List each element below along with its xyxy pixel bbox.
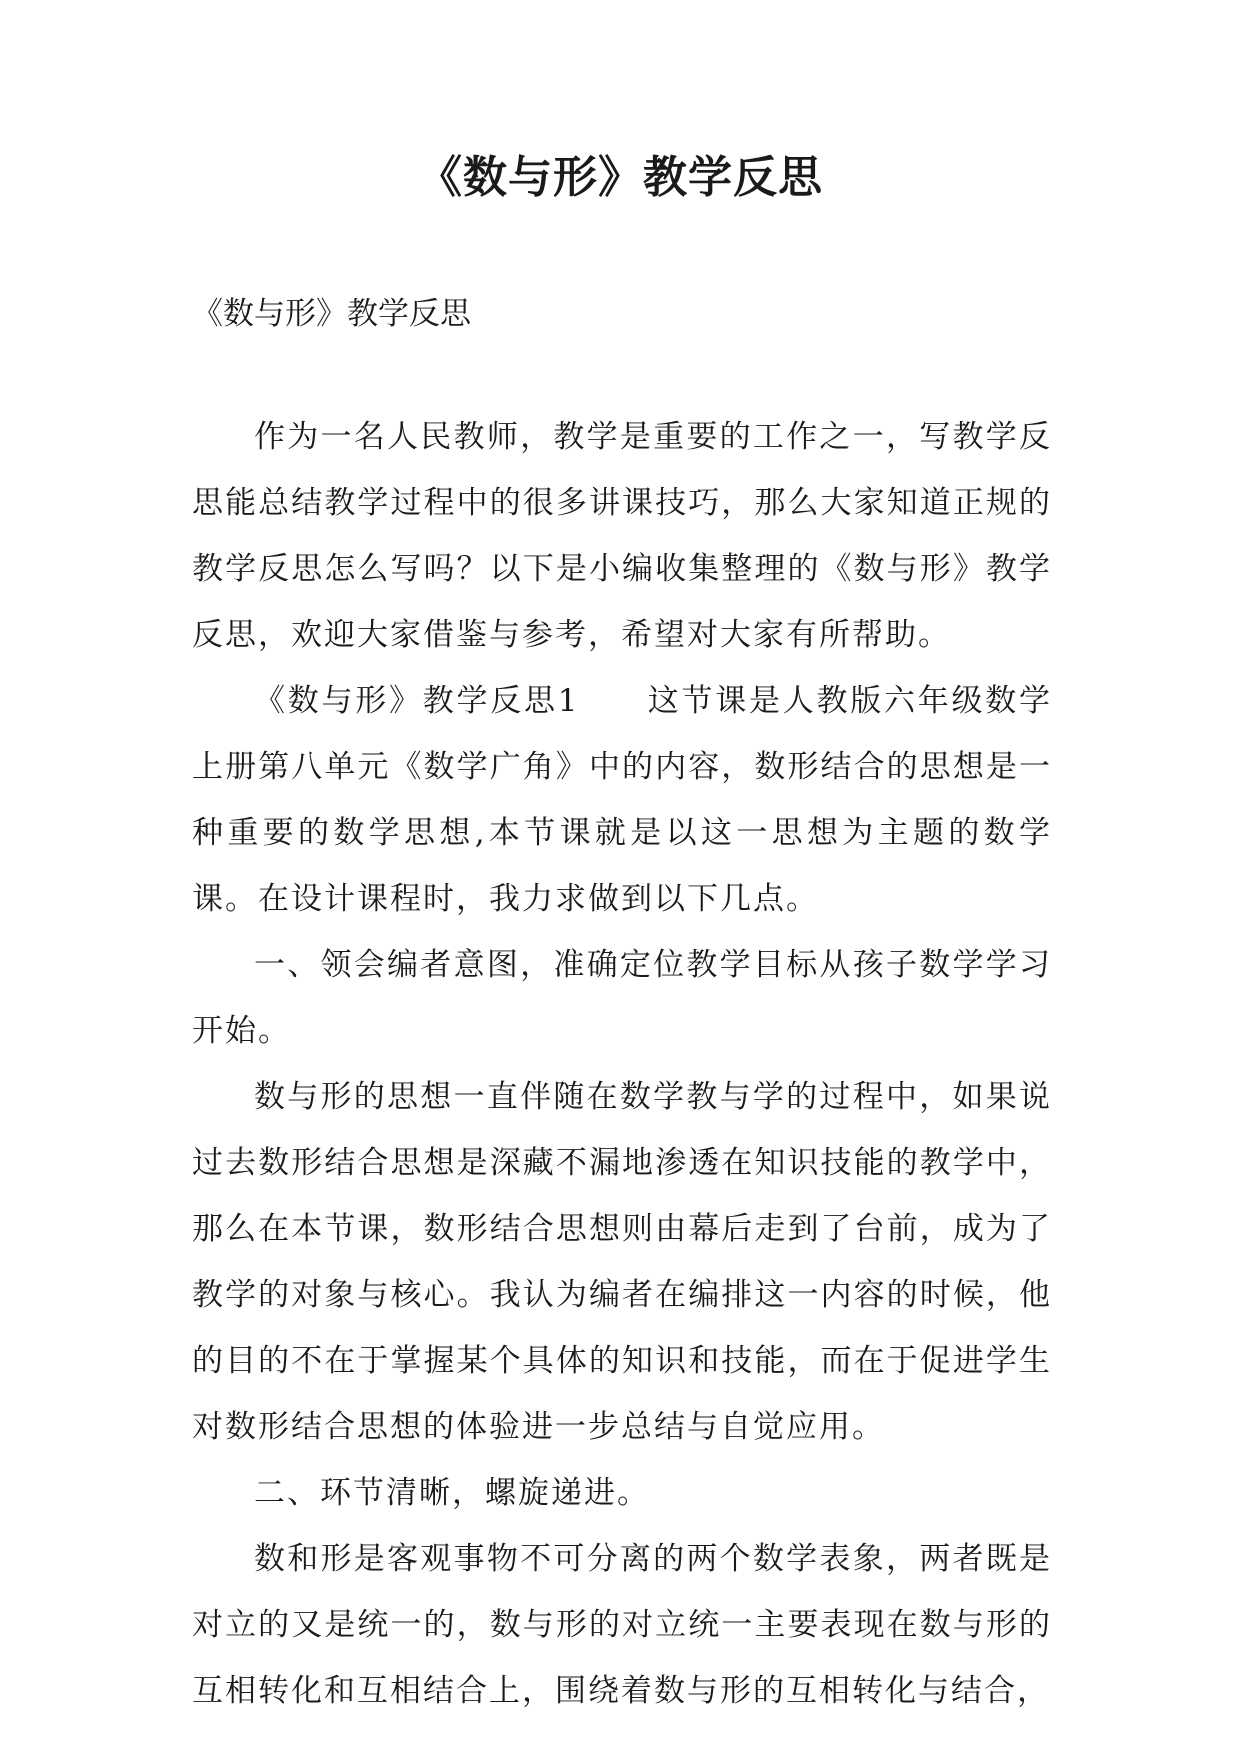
section-heading-1: 一、领会编者意图，准确定位教学目标从孩子数学学习开始。 [192, 947, 1052, 1049]
paragraph-reflection-1: 《数与形》教学反思1 这节课是人教版六年级数学上册第八单元《数学广角》中的内容，数形结合的思想是一种重要的数学思想,本节课就是以这一思想为主题的数学课。在设计课程时，我力求做到以下几点。 [192, 683, 1052, 917]
document-subtitle: 《数与形》教学反思 [192, 296, 471, 332]
paragraph-section-1: 数与形的思想一直伴随在数学教与学的过程中，如果说过去数形结合思想是深藏不漏地渗透在知识技能的教学中，那么在本节课，数形结合思想则由幕后走到了台前，成为了教学的对象与核心。我认为编者在编排这一内容的时候，他的目的不在于掌握某个具体的知识和技能，而在于促进学生对数形结合思想的体验进一步总结与自觉应用。 [192, 1079, 1052, 1445]
section-heading-2: 二、环节清晰，螺旋递进。 [254, 1475, 650, 1511]
paragraph-intro: 作为一名人民教师，教学是重要的工作之一，写教学反思能总结教学过程中的很多讲课技巧，那么大家知道正规的教学反思怎么写吗？以下是小编收集整理的《数与形》教学反思，欢迎大家借鉴与参考，希望对大家有所帮助。 [192, 419, 1052, 653]
paragraph-section-2: 数和形是客观事物不可分离的两个数学表象，两者既是对立的又是统一的，数与形的对立统一主要表现在数与形的互相转化和互相结合上，围绕着数与形的互相转化与结合， [192, 1541, 1052, 1709]
document-body [192, 404, 1052, 1724]
document-title: 《数与形》教学反思 [418, 152, 823, 203]
